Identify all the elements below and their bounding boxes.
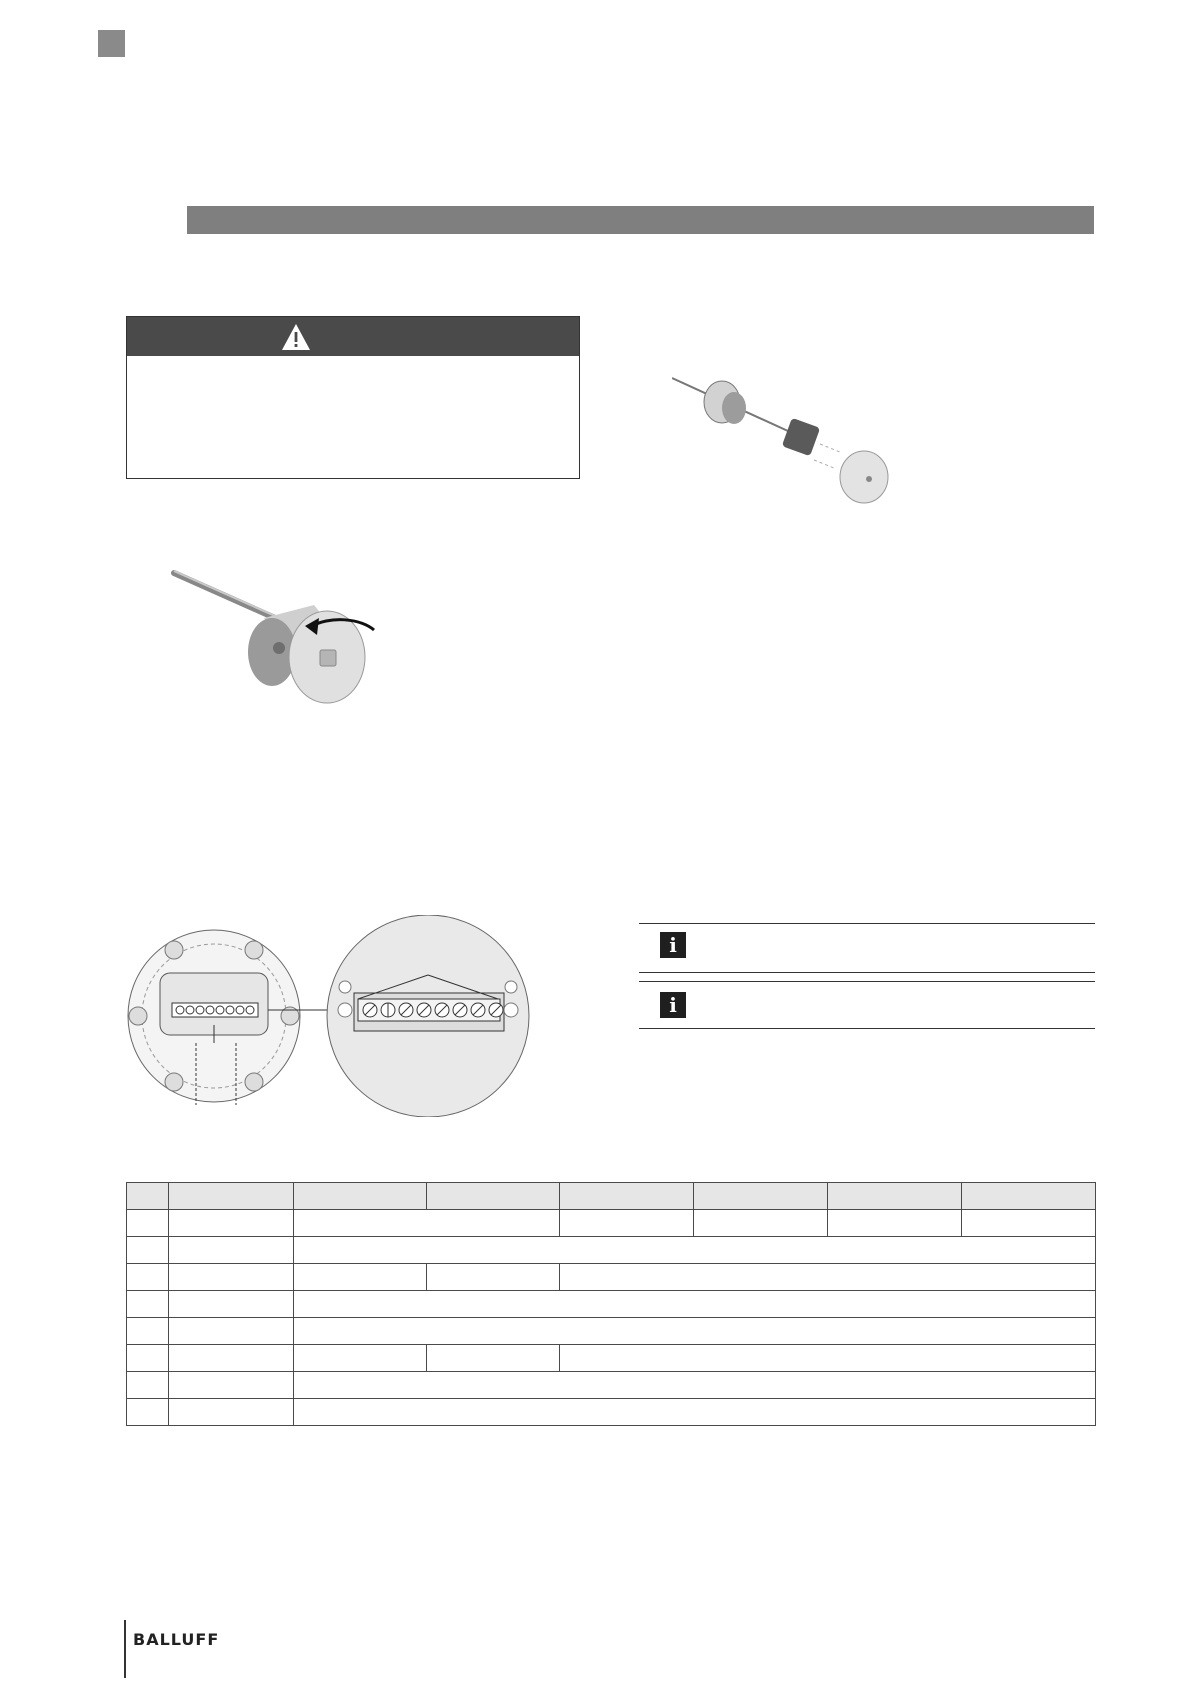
page-corner-marker — [98, 30, 125, 57]
table-header-cell — [828, 1183, 962, 1210]
table-cell — [127, 1345, 169, 1372]
table-cell — [127, 1399, 169, 1426]
warning-box — [126, 316, 580, 479]
table-cell — [127, 1210, 169, 1237]
table-cell — [169, 1318, 294, 1345]
table-cell — [694, 1210, 828, 1237]
footer-rule — [124, 1620, 126, 1678]
table-row — [127, 1210, 1096, 1237]
table-row — [127, 1399, 1096, 1426]
terminal-block-figure — [126, 915, 551, 1117]
table-row — [127, 1345, 1096, 1372]
sensor-cap-rotation-figure — [164, 560, 390, 710]
info-icon: i — [660, 992, 686, 1018]
table-row — [127, 1264, 1096, 1291]
table-cell — [169, 1264, 294, 1291]
table-header-cell — [962, 1183, 1096, 1210]
note-separator — [639, 981, 1095, 982]
warning-header — [127, 317, 579, 356]
info-icon: i — [660, 932, 686, 958]
table-cell — [427, 1264, 560, 1291]
table-cell — [127, 1237, 169, 1264]
table-cell — [294, 1237, 1096, 1264]
balluff-logo: BALLUFF — [133, 1630, 220, 1649]
table-cell — [169, 1210, 294, 1237]
table-cell — [560, 1345, 1096, 1372]
table-cell — [962, 1210, 1096, 1237]
table-header-row — [127, 1183, 1096, 1210]
table-cell — [294, 1291, 1096, 1318]
table-cell — [294, 1210, 560, 1237]
note-bottom-rule — [639, 1028, 1095, 1029]
table-cell — [127, 1318, 169, 1345]
section-heading-bar — [187, 206, 1094, 234]
warning-triangle-icon — [281, 323, 311, 351]
sensor-exploded-view-figure — [672, 372, 898, 504]
table-header-cell — [127, 1183, 169, 1210]
note-top-rule — [639, 923, 1095, 924]
table-row — [127, 1318, 1096, 1345]
table-cell — [169, 1399, 294, 1426]
table-cell — [169, 1291, 294, 1318]
table-header-cell — [560, 1183, 694, 1210]
table-row — [127, 1291, 1096, 1318]
table-cell — [169, 1372, 294, 1399]
pin-assignment-table — [126, 1182, 1096, 1426]
table-cell — [127, 1264, 169, 1291]
table-cell — [294, 1318, 1096, 1345]
note-separator — [639, 972, 1095, 973]
table-cell — [294, 1372, 1096, 1399]
table-header-cell — [294, 1183, 427, 1210]
table-cell — [294, 1345, 427, 1372]
table-cell — [560, 1210, 694, 1237]
table-header-cell — [427, 1183, 560, 1210]
table-cell — [294, 1264, 427, 1291]
table-cell — [127, 1372, 169, 1399]
table-cell — [169, 1345, 294, 1372]
table-cell — [828, 1210, 962, 1237]
table-cell — [169, 1237, 294, 1264]
table-cell — [560, 1264, 1096, 1291]
table-cell — [127, 1291, 169, 1318]
table-cell — [427, 1345, 560, 1372]
table-cell — [294, 1399, 1096, 1426]
table-header-cell — [694, 1183, 828, 1210]
table-row — [127, 1237, 1096, 1264]
table-row — [127, 1372, 1096, 1399]
table-header-cell — [169, 1183, 294, 1210]
